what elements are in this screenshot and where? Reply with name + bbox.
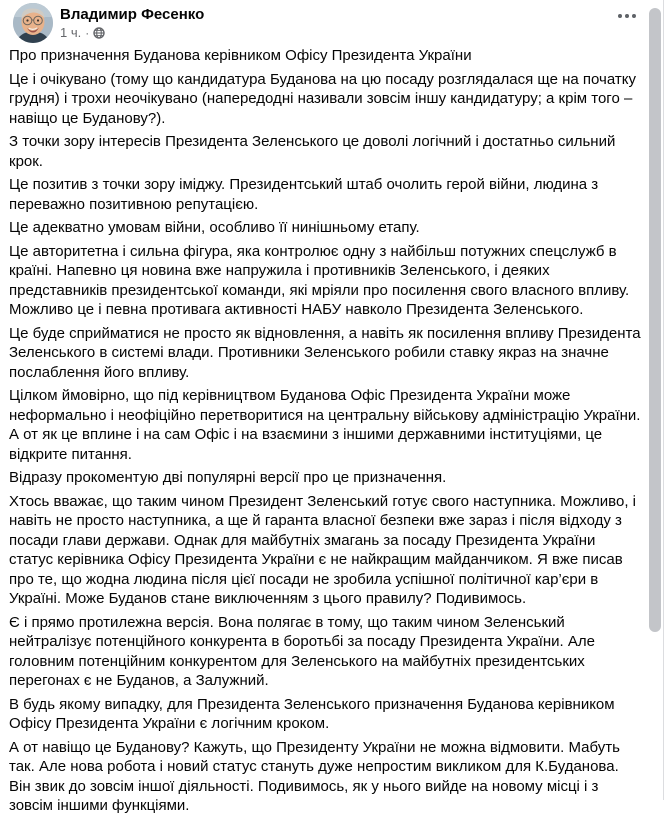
header-text (60, 3, 625, 41)
post-paragraph: Є і прямо протилежна версія. Вона полягає в тому, що таким чином Зеленський нейтралізує потенційного конкурента в боротьбі за посаду Президента України. Але головним потенційним конкурентом для Зеленського на майбутніх президентських перегонах є не Буданов, а Залужний. (9, 613, 595, 689)
ellipsis-icon (632, 14, 636, 18)
post-text (0, 44, 665, 816)
post-paragraph: Цілком ймовірно, що під керівництвом Буданова Офіс Президента України може неформально і неофіційно перетворитися на центральну військову адміністрацію України. А от як це вплине і на сам Офіс і на взаємини з іншими державними інституціями, це відкрите питання. (9, 387, 641, 463)
post-paragraph: Це буде сприйматися не просто як відновлення, а навіть як посилення впливу Президента Зеленського в системі влади. Противники Зеленського робили ставку якраз на значне послаблення його впливу. (9, 324, 641, 381)
post-paragraph: Це адекватно умовам війни, особливо її нинішньому етапу. (9, 219, 420, 236)
timestamp[interactable]: 1 ч. (60, 25, 82, 40)
post-paragraph: Про призначення Буданова керівником Офісу Президента України (9, 47, 472, 64)
scrollbar-track (663, 0, 664, 800)
more-options-button[interactable] (614, 10, 640, 22)
scrollbar-thumb[interactable] (649, 8, 661, 632)
ellipsis-icon (625, 14, 629, 18)
post-paragraph: Це позитив з точки зору іміджу. Президентський штаб очолить герой війни, людина з переважно позитивною репутацією. (9, 176, 599, 213)
post-paragraph: Це авторитетна і сильна фігура, яка контролює одну з найбільш потужних спецслужб в країні. Напевно ця новина вже напружила і противників Зеленського, і деяких представників президентської команди, які мріяли про посилення свого власного впливу. Можливо це і певна противага активності НАБУ навколо Президента Зеленського. (9, 242, 630, 318)
post-paragraph: З точки зору інтересів Президента Зеленського це доволі логічний і достатньо сильний крок. (9, 133, 616, 170)
post-paragraph: В будь якому випадку, для Президента Зеленського призначення Буданова керівником Офісу Президента України є логічним кроком. (9, 695, 615, 732)
avatar[interactable] (13, 3, 53, 43)
ellipsis-icon (618, 14, 622, 18)
post-paragraph: А от навіщо це Буданову? Кажуть, що Президенту України не можна відмовити. Мабуть так. Але нова робота і новий статус стануть дуже непростим викликом для К.Буданова. Він звик до зовсім іншої діяльності. Подивимось, як у нього вийде на новому місці і з зовсім іншими функціями. (9, 738, 620, 814)
author-name[interactable]: Владимир Фесенко (60, 6, 205, 23)
post-paragraph: Це і очікувано (тому що кандидатура Буданова на цю посаду розглядалася ще на початку грудня) і трохи неочікувано (напередодні називали зовсім іншу кандидатуру; а крім того – навіщо це Буданову?). (9, 70, 636, 127)
avatar-photo (13, 3, 53, 43)
globe-icon (93, 27, 105, 39)
meta-separator: · (85, 26, 90, 40)
post-meta (60, 25, 625, 41)
post-paragraph: Відразу прокоментую дві популярні версії про це призначення. (9, 469, 447, 486)
post-paragraph: Хтось вважає, що таким чином Президент Зеленський готує свого наступника. Можливо, і навіть не просто наступника, а ще й гаранта власної безпеки вже зараз і після відходу з посади глави держави. Однак для майбутніх змагань за посаду Президента України статус керівника Офісу Президента України є не найкращим майданчиком. Я вже писав про те, що жодна людина після цієї посади не зробила успішної політичної кар’єри в Україні. Може Буданов стане виключенням з цього правилу? Подивимось. (9, 492, 636, 607)
post-header (0, 0, 665, 44)
